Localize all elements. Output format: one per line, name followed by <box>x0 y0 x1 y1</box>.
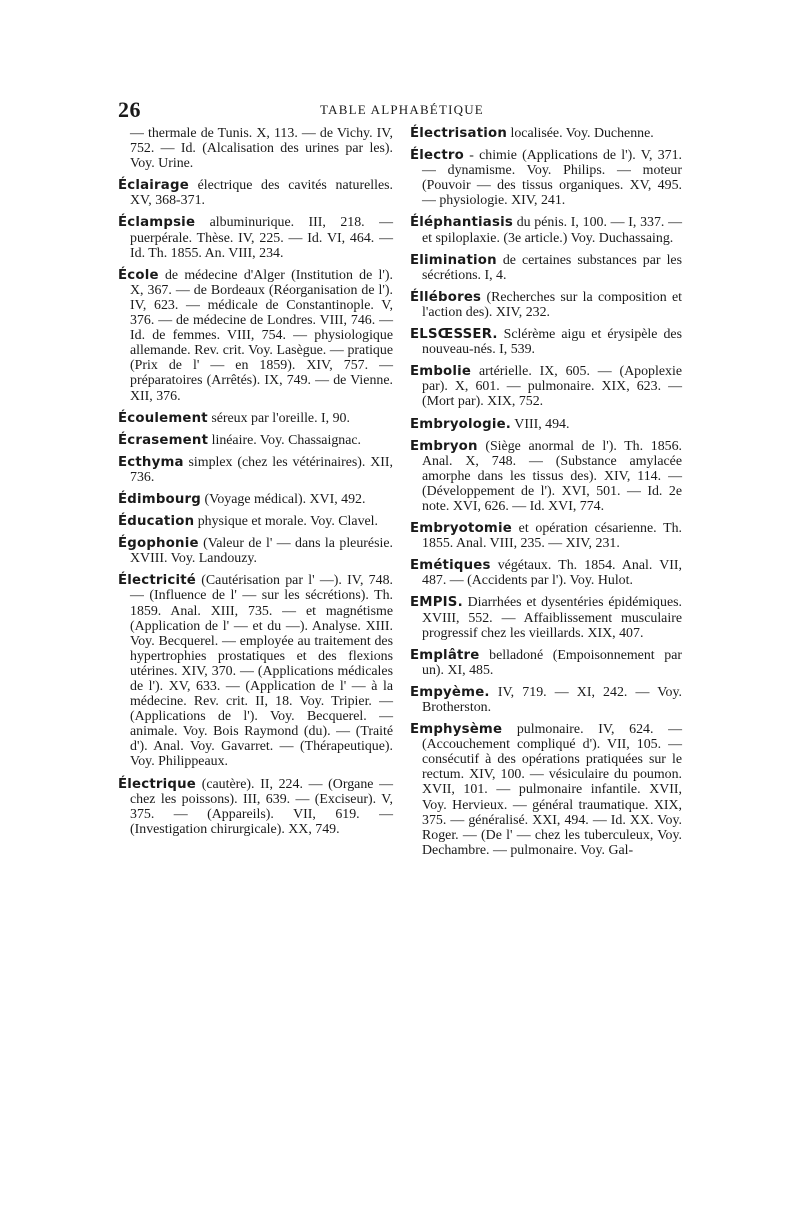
entry-headword: Électricité <box>118 573 197 589</box>
entry-headword: Emphysème <box>410 722 503 738</box>
entry-text: Sclérème aigu et érysipèle des nouveau-nés. I, 539. <box>422 327 682 358</box>
entry-headword: Éléphantiasis <box>410 215 513 231</box>
entry-text: du pénis. I, 100. — I, 337. — et spiloplaxie. (3e article.) Voy. Duchassaing. <box>422 215 682 246</box>
entry-text: séreux par l'oreille. I, 90. <box>207 410 350 426</box>
entry-text: simplex (chez les vétérinaires). XII, 736. <box>130 454 393 485</box>
index-entry <box>118 573 393 769</box>
index-entry <box>118 215 393 260</box>
entry-text: (Voyage médical). XVI, 492. <box>201 491 366 507</box>
entry-headword: Éclairage <box>118 178 189 194</box>
entry-headword: Éllébores <box>410 289 482 305</box>
left-column <box>118 126 393 844</box>
index-entry <box>410 558 682 588</box>
entry-text: (Recherches sur la composition et l'action des). XIV, 232. <box>422 289 682 320</box>
entry-headword: Emétiques <box>410 558 491 574</box>
index-entry <box>410 364 682 409</box>
entry-headword: Électrisation <box>410 126 508 141</box>
entry-text: (Valeur de l' — dans la pleurésie. XVIII. Voy. Landouzy. <box>130 536 393 567</box>
index-entry <box>118 268 393 404</box>
entry-text: et opération césarienne. Th. 1855. Anal. VIII, 235. — XIV, 231. <box>422 521 682 552</box>
index-entry <box>410 521 682 551</box>
entry-headword: Emplâtre <box>410 647 480 663</box>
index-entry <box>410 148 682 208</box>
entry-headword: Empyème. <box>410 684 490 700</box>
entry-text: pulmonaire. IV, 624. — (Accouchement compliqué d'). VII, 105. — consécutif à des opérations pratiquées sur le rectum. XIV, 100. — vésiculaire du poumon. XVII, 101. — pulmonaire infantile. XVII, Voy. Hervieux. — général traumatique. XIX, 375. — généralisé. XXI, 494. — Id. XX. Voy. Roger. — (De l' — chez les tuberculeux, Voy. Dechambre. — pulmonaire. Voy. Gal- <box>422 722 682 858</box>
entry-text: belladoné (Empoisonnement par un). XI, 485. <box>422 647 682 678</box>
index-entry <box>118 492 393 507</box>
index-entry <box>410 126 682 141</box>
entry-text: - chimie (Applications de l'). V, 371. — dynamisme. Voy. Philips. — moteur (Pouvoir — des tissus organiques. XV, 495. — physiologie. XIV, 241. <box>422 148 682 209</box>
index-entry <box>118 536 393 566</box>
entry-headword: Édimbourg <box>118 491 202 507</box>
entry-text: (Siège anormal de l'). Th. 1856. Anal. X, 748. — (Substance amylacée amorphe dans les tissus des). XIV, 114. — (Développement de l'). XVI, 501. — Id. 2e note. XVI, 626. — Id. XVI, 774. <box>422 438 682 514</box>
entry-headword: Embryologie. <box>410 416 512 432</box>
entry-text: de médecine d'Alger (Institution de l'). X, 367. — de Bordeaux (Réorganisation de l'). IV, 623. — médicale de Constantinople. V, 376. — de médecine de Londres. VIII, 746. — Id. de femmes. VIII, 754. — physiologique allemande. Rev. crit. Voy. Lasègue. — pratique (Prix de l' — en 1859). XIV, 757. — préparatoires (Arrêtés). IX, 749. — de Vienne. XII, 376. <box>130 267 393 404</box>
index-entry <box>410 253 682 283</box>
index-entry <box>118 433 393 448</box>
entry-text: Diarrhées et dysentéries épidémiques. XVIII, 552. — Affaiblissement musculaire progressif chez les vieillards. XIX, 407. <box>422 595 682 641</box>
entry-text: — thermale de Tunis. X, 113. — de Vichy. IV, 752. — Id. (Alcalisation des urines par les). Voy. Urine. <box>130 126 393 172</box>
index-entry <box>410 722 682 858</box>
entry-text: linéaire. Voy. Chassaignac. <box>208 432 362 448</box>
right-column <box>410 126 682 865</box>
index-entry <box>118 514 393 529</box>
entry-text: IV, 719. — XI, 242. — Voy. Brotherston. <box>422 684 682 715</box>
entry-headword: Ecthyma <box>118 454 184 470</box>
entry-headword: Embolie <box>410 364 472 380</box>
index-entry <box>118 126 393 171</box>
entry-headword: Embryon <box>410 438 478 454</box>
entry-headword: Éducation <box>118 514 195 530</box>
index-entry <box>410 327 682 357</box>
entry-text: localisée. Voy. Duchenne. <box>507 126 654 141</box>
entry-text: physique et morale. Voy. Clavel. <box>194 514 379 530</box>
index-entry <box>118 455 393 485</box>
entry-headword: Écrasement <box>118 432 209 448</box>
index-entry <box>118 178 393 208</box>
entry-headword: Égophonie <box>118 536 199 552</box>
index-entry <box>118 777 393 837</box>
index-entry <box>410 215 682 245</box>
entry-headword: Embryotomie <box>410 521 512 537</box>
entry-headword: Électrique <box>118 776 197 792</box>
entry-text: artérielle. IX, 605. — (Apoplexie par). X, 601. — pulmonaire. XIX, 623. — (Mort par). XIX, 752. <box>422 364 682 410</box>
page-number: 26 <box>118 97 141 122</box>
entry-headword: École <box>118 267 159 283</box>
index-entry <box>410 290 682 320</box>
index-entry <box>410 685 682 715</box>
entry-text: (cautère). II, 224. — (Organe — chez les poissons). III, 639. — (Exciseur). V, 375. — (Appareils). VII, 619. — (Investigation chirurgicale). XX, 749. <box>130 776 393 837</box>
entry-headword: Elimination <box>410 252 497 268</box>
index-entry <box>410 417 682 432</box>
entry-headword: ELSŒSSER. <box>410 327 498 343</box>
entry-text: de certaines substances par les sécrétions. I, 4. <box>422 252 682 283</box>
entry-text: végétaux. Th. 1854. Anal. VII, 487. — (Accidents par l'). Voy. Hulot. <box>422 558 682 589</box>
entry-headword: EMPIS. <box>410 595 463 611</box>
entry-text: albuminurique. III, 218. — puerpérale. Thèse. IV, 225. — Id. VI, 464. — Id. Th. 1855. An. VIII, 234. <box>130 215 393 261</box>
entry-text: VIII, 494. <box>511 416 570 432</box>
index-entry <box>410 439 682 514</box>
entry-text: électrique des cavités naturelles. XV, 368-371. <box>130 178 393 209</box>
entry-headword: Écoulement <box>118 410 208 426</box>
index-entry <box>118 411 393 426</box>
entry-headword: Électro <box>410 148 464 164</box>
running-title: TABLE ALPHABÉTIQUE <box>320 102 484 117</box>
entry-text: (Cautérisation par l' —). IV, 748. — (Influence de l' — sur les sécrétions). Th. 1859. Anal. XIII, 735. — et magnétisme (Application de l' — et du —). Analyse. XIII. Voy. Becquerel. — employée au traitement des hypertrophies prostatiques et des flexions utérines. XIV, 370. — (Applications médicales de l'). XV, 633. — (Application de l' — à la médecine. Rev. crit. II, 18. Voy. Tripier. — (Applications de l'). Voy. Becquerel. — animale. Voy. Bois Raymond (du). — (Traité d'). Anal. Voy. Gavarret. — (Thérapeutique). Voy. Philippeaux. <box>130 573 393 770</box>
entry-headword: Éclampsie <box>118 215 196 231</box>
index-entry <box>410 595 682 640</box>
index-entry <box>410 648 682 678</box>
